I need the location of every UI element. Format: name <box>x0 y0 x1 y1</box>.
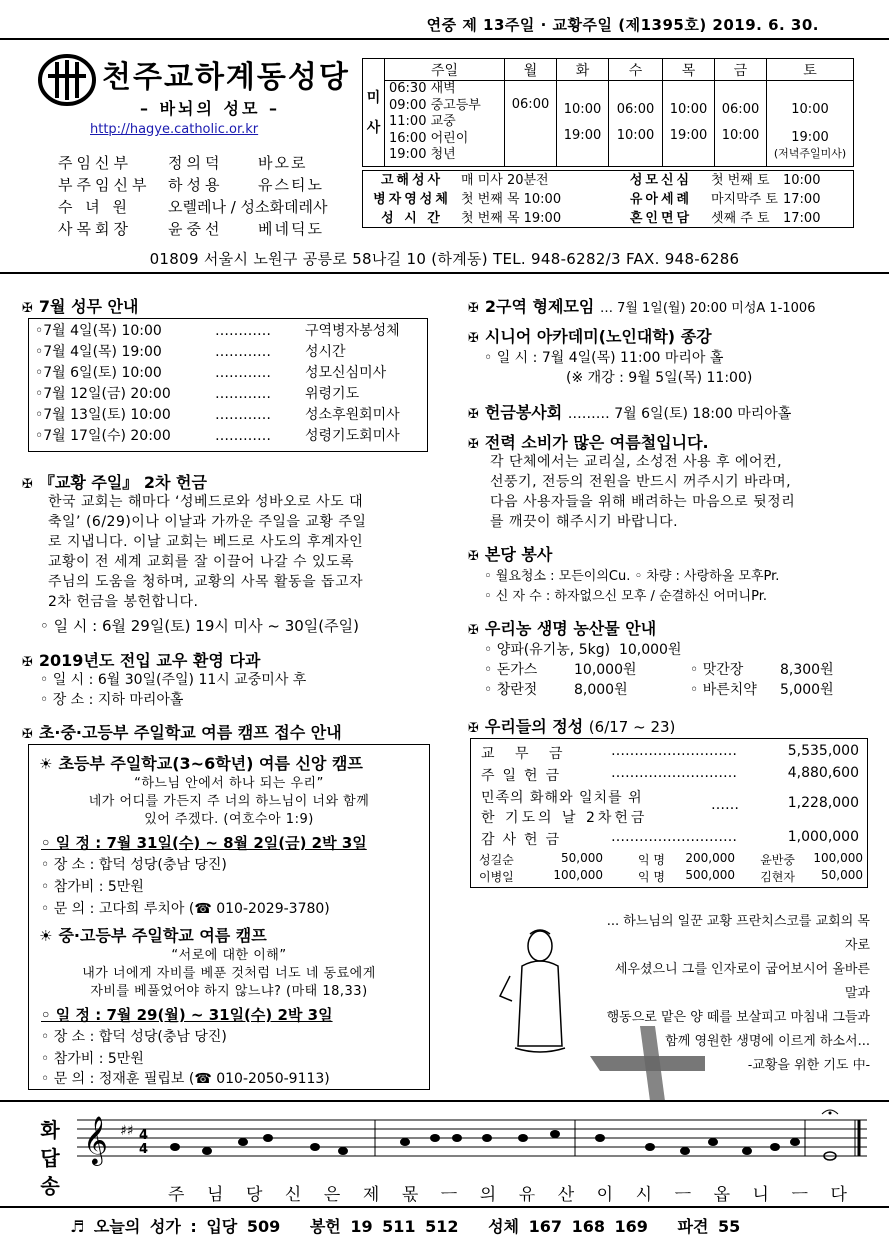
welcome-title: ✠ 2019년도 전입 교우 환영 다과 <box>22 651 261 670</box>
sun-icon: ☀ <box>39 927 53 945</box>
donor-row: 이병일 100,000 익 명 500,000 김현자 50,000 <box>479 868 863 884</box>
july-schedule-box <box>28 318 428 452</box>
svg-text:4: 4 <box>139 1128 149 1143</box>
july-title: ✠ 7월 성무 안내 <box>22 297 139 316</box>
mid-camp-title: ☀ 중·고등부 주일학교 여름 캠프 <box>39 926 267 945</box>
list-item: ◦ 양파(유기농, 5kg) 10,000원 <box>484 642 682 658</box>
camp-title: ✠ 초·중·고등부 주일학교 여름 캠프 접수 안내 <box>22 723 342 742</box>
list-item: ◦ 돈가스 10,000원 <box>484 662 637 678</box>
sunday-times: 06:30 새벽 09:00 중고등부 11:00 교중 16:00 어린이 19:00 청년 <box>385 81 505 167</box>
mass-label: 미 사 <box>363 59 385 167</box>
psalm-label: 화 답 송 <box>40 1118 60 1198</box>
welcome-place: ◦ 장 소 : 지하 마리아홀 <box>40 692 184 708</box>
church-logo-icon <box>38 54 96 106</box>
psalm-lyrics: 주 님 당 신 은 제 몫 ㅡ 의 유 산 이 시 ㅡ 옵 니 ㅡ 다 <box>168 1185 848 1205</box>
music-note-icon: ♬ <box>70 1217 85 1236</box>
finance-title: ✠ 우리들의 정성 (6/17 ~ 23) <box>468 717 676 736</box>
power-title: ✠ 전력 소비가 많은 여름철입니다. <box>468 433 709 452</box>
list-item: ◦7월 4일(목) 10:00 ………… 구역병자봉성체 <box>35 323 400 339</box>
staff-list <box>58 152 358 240</box>
power-body: 각 단체에서는 교리실, 소성전 사용 후 에어컨, 선풍기, 전등의 전원을 반드시 꺼주시기 바라며, 다음 사용자들을 위해 배려하는 마음으로 뒷정리 를 깨끗이 해주시기 바랍니다. <box>490 454 796 530</box>
pope-sunday-body: 한국 교회는 해마다 ‘성베드로와 성바오로 사도 대 축일’ (6/29)이나 이날과 가까운 주일을 교황 주일 로 지냅니다. 이날 교회는 베드로 사도의 후계자인 교황이 전 세계 교회를 잘 이끌어 나갈 수 있도록 주님의 도움을 청하며, 교황의 사목 활동을 돕고자 2차 헌금을 봉헌합니다. <box>48 494 367 610</box>
donor-row: 성길순 50,000 익 명 200,000 윤반중 100,000 <box>479 851 863 867</box>
staff-row: 부주임신부 하성용 유스티노 <box>58 176 324 194</box>
pope-sunday-schedule: ◦ 일 시 : 6월 29일(토) 19시 미사 ~ 30일(주일) <box>40 617 359 635</box>
staff-row: 주임신부 정의덕 바오로 <box>58 154 308 172</box>
patron-name: – 바뇌의 성모 – <box>140 99 280 118</box>
pope-prayer-quote: ... 하느님의 일꾼 교황 프란치스코를 교회의 목자로 세우셨으니 그를 인자로이 굽어보시어 올바른 말과 행동으로 맡은 양 떼를 보살피고 마침내 그들과 함께 영원한 생명에 이르게 하소서... -교황을 위한 기도 中- <box>606 914 870 1073</box>
list-item: ◦ 맛간장 8,300원 <box>690 662 834 678</box>
staff-row: 수 녀 원 오렐레나 / 성소화데레사 <box>58 198 328 216</box>
service-line1: ◦ 월요청소 : 모든이의Cu. ◦ 차량 : 사랑하올 모후Pr. <box>484 569 780 584</box>
pope-sunday-title: ✠ 『교황 주일』 2차 헌금 <box>22 473 207 492</box>
sun-icon: ☀ <box>39 755 53 773</box>
list-item: ◦7월 12일(금) 20:00 ………… 위령기도 <box>35 386 360 402</box>
website-link[interactable]: http://hagye.catholic.or.kr <box>90 122 259 137</box>
senior-time: ◦ 일 시 : 7월 4일(목) 11:00 마리아 홀 <box>484 350 724 366</box>
list-item: ◦7월 4일(목) 19:00 ………… 성시간 <box>35 344 346 360</box>
welcome-time: ◦ 일 시 : 6월 30일(주일) 11시 교중미사 후 <box>40 672 307 688</box>
list-item: ◦7월 17일(수) 20:00 ………… 성령기도회미사 <box>35 428 400 444</box>
service-line2: ◦ 신 자 수 : 하자없으신 모후 / 순결하신 어머니Pr. <box>484 589 767 604</box>
divider <box>0 1100 889 1102</box>
divider <box>0 1206 889 1208</box>
list-item: ◦7월 6일(토) 10:00 ………… 성모신심미사 <box>35 365 387 381</box>
camp-box: ☀ 초등부 주일학교(3~6학년) 여름 신앙 캠프 “하느님 안에서 하나 되는 우리” 네가 어디를 가든지 주 너의 하느님이 너와 함께 있어 주겠다. (여호수아 1:9) ◦ 일 정 : 7월 31일(수) ~ 8월 2일(금) 2박 3일 ◦ 장 소 : 합덕 성당(충남 당진) ◦ 참가비 : 5만원 ◦ 문 의 : 고다희 루치아 (☎ 010-2029-3780) ☀ 중·고등부 주일학교 여름 캠프 “서로에 대한 이해” 내가 너에게 자비를 베푼 것처럼 너도 네 동료에게 자비를 베풀었어야 하지 않느냐? (마태 18,33) ◦ 일 정 : 7월 29(월) ~ 31일(수) 2박 3일 ◦ 장 소 : 합덕 성당(충남 당진) ◦ 참가비 : 5만원 ◦ 문 의 : 정재훈 필립보 (☎ 010-2050-9113) <box>28 744 430 1090</box>
hymn-list: ♬ 오늘의 성가 : 입당 509 봉헌 19 511 512 성체 167 168 169 파견 55 <box>70 1217 741 1236</box>
offering-title: ✠ 헌금봉사회 ……… 7월 6일(토) 18:00 마리아홀 <box>468 403 792 422</box>
service-title: ✠ 본당 봉사 <box>468 545 553 564</box>
issue-line: 연중 제 13주일 · 교황주일 (제1395호) 2019. 6. 30. <box>426 16 819 34</box>
issue-bar <box>0 8 889 40</box>
finance-box: 교 무 금 ……………………… 5,535,000 주일헌금 ……………………… 4,880,600 민족의 화해와 일치를 위 한 기도의 날 2차헌금 …… 1,228,000 감사헌금 ……………………… 1,000,000 성길순 50,000 익 명 200,000 윤반중 100,000 이병일 100,000 익 명 500,000 김현자 50,000 <box>470 738 868 888</box>
elem-camp-verse: “하느님 안에서 하나 되는 우리” 네가 어디를 가든지 주 너의 하느님이 너와 함께 있어 주겠다. (여호수아 1:9) <box>88 776 370 827</box>
svg-text:4: 4 <box>139 1142 149 1157</box>
senior-title: ✠ 시니어 아카데미(노인대학) 종강 <box>468 327 712 346</box>
sacrament-info: 고해성사 매 미사 20분전 성모신심 첫 번째 토 10:00 병자영성체 첫 번째 목 10:00 유아세례 마지막주 토 17:00 성 시 간 첫 번째 목 19:00 혼인면담 셋째 주 토 17:00 <box>362 170 854 228</box>
address-line: 01809 서울시 노원구 공릉로 58나길 10 (하계동) TEL. 948-6282/3 FAX. 948-6286 <box>0 240 889 274</box>
svg-text:𝄞: 𝄞 <box>83 1115 108 1164</box>
list-item: ◦ 바른치약 5,000원 <box>690 682 834 698</box>
staff-row: 사목회장 윤중선 베네딕도 <box>58 220 324 238</box>
elem-camp-title: ☀ 초등부 주일학교(3~6학년) 여름 신앙 캠프 <box>39 754 363 773</box>
church-name: 천주교하계동성당 <box>102 60 350 95</box>
list-item: ◦7월 13일(토) 10:00 ………… 성소후원회미사 <box>35 407 400 423</box>
list-item: ◦ 창란젓 8,000원 <box>484 682 628 698</box>
mass-schedule-table: 미 사 주일 월 화 수 목 금 토 06:30 새벽 09:00 중고등부 11:00 교중 16:00 어린이 19:00 청년 06:00 10:00 19:00 06:00 10:00 10:00 19:00 06:00 10:00 10:00 19:00 (저녁주일미사) <box>362 58 854 167</box>
district-title: ✠ 2구역 형제모임 … 7월 1일(월) 20:00 미성A 1-1006 <box>468 297 816 316</box>
farm-title: ✠ 우리농 생명 농산물 안내 <box>468 619 657 638</box>
svg-text:♯♯: ♯♯ <box>120 1123 134 1139</box>
senior-note: (※ 개강 : 9월 5일(목) 11:00) <box>566 370 753 386</box>
mid-camp-verse: “서로에 대한 이해” 내가 너에게 자비를 베푼 것처럼 너도 네 동료에게 자비를 베풀었어야 하지 않느냐? (마태 18,33) <box>82 948 376 999</box>
